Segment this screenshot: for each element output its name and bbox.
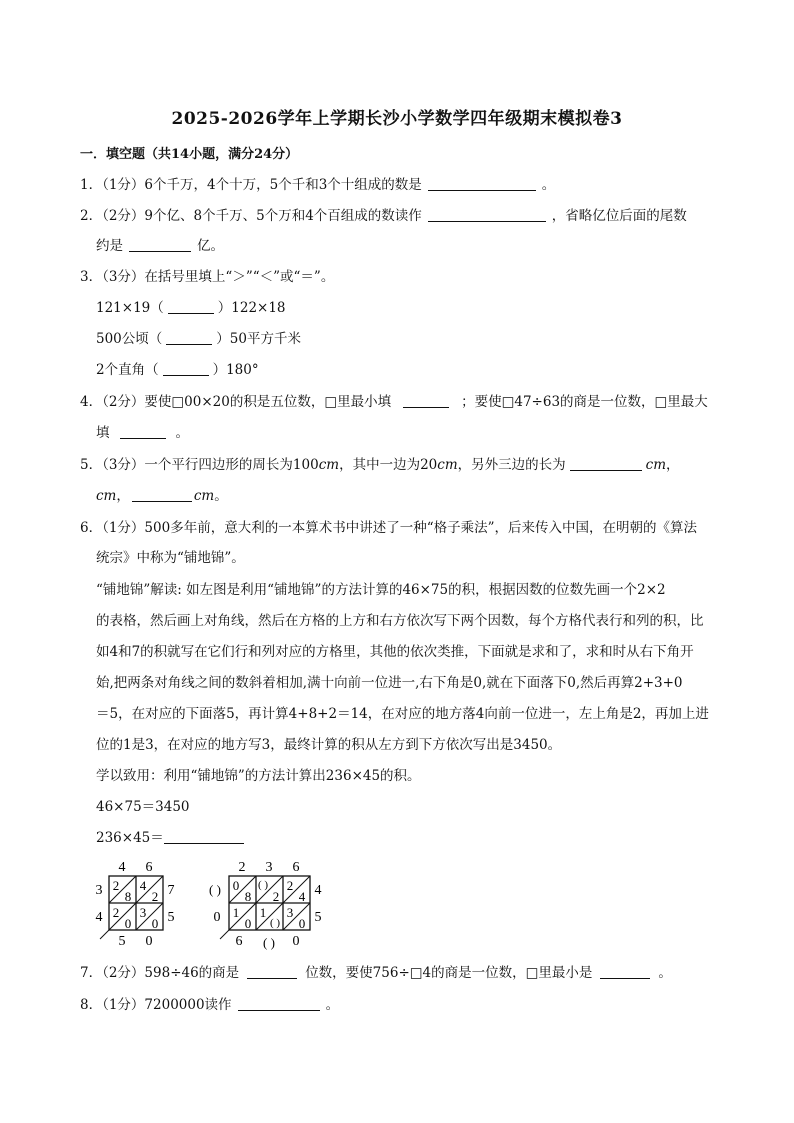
grid1-cell-digit: 0 [151, 916, 159, 931]
grid1-cell-digit: 4 [139, 878, 147, 893]
q5-unit-5: cm [193, 488, 215, 504]
question-4-cont [96, 423, 189, 443]
q5-unit-2: cm [437, 457, 458, 473]
grid2-diag-ext [220, 930, 229, 939]
q2-text-d: 亿。 [197, 238, 224, 254]
q3-row-1 [96, 298, 286, 318]
q3-blank-2[interactable] [166, 330, 212, 345]
grid2-cell-digit: 8 [244, 889, 252, 904]
q8-blank[interactable] [238, 996, 320, 1011]
question-5 [80, 455, 680, 475]
grid2-cell-digit: 3 [286, 905, 294, 920]
q1-answer-blank[interactable] [428, 176, 536, 191]
grid2-cell-digit: 2 [272, 889, 280, 904]
grid2-top-digit: 2 [238, 860, 246, 875]
grid2-cell-digit: 0 [298, 916, 306, 931]
grid2-top-digit: 6 [292, 860, 300, 875]
question-2 [80, 206, 687, 226]
grid2-right-digit: 4 [314, 883, 322, 898]
grid2-cell-blank[interactable]: ( ) [257, 879, 269, 891]
q5-end: 。 [214, 488, 228, 504]
q6-explain-3: 如4和7的积就写在它们行和列对应的方格里，其他的依次类推，下面就是求和了，求和时从右下角开 [96, 644, 694, 660]
q1-end: 。 [541, 177, 556, 193]
grid2-bottom-digit: 0 [292, 934, 300, 949]
q5-unit-3: cm [645, 457, 667, 473]
lattice-grid-1 [96, 860, 175, 949]
q3-r3-left: 2个直角（ [96, 362, 159, 378]
q3-stem: 3．（3分）在括号里填上“＞”“＜”或“＝”。 [80, 269, 335, 285]
q7-text-a: 7．（2分）598÷46的商是 [80, 965, 240, 981]
q3-r3-right: ）180° [212, 362, 259, 378]
grid1-bottom-digit: 0 [145, 934, 153, 949]
q3-r2-right: ）50平方千米 [216, 331, 301, 347]
q4-text-b: ；要使□47÷63的商是一位数，□里最大 [461, 394, 708, 410]
grid1-top-digit: 6 [145, 860, 153, 875]
q2-text-b: ，省略亿位后面的尾数 [551, 208, 687, 224]
q7-text-b: 位数，要使756÷□4的商是一位数，□里最小是 [305, 965, 593, 981]
grid1-cell-digit: 2 [112, 878, 120, 893]
grid2-bottom-blank[interactable]: ( ) [263, 935, 275, 950]
q6-explain-4: 始,把两条对角线之间的数斜着相加,满十向前一位进一,右下角是0,就在下面落下0,然后再算2+3+0 [96, 675, 683, 691]
q6-explain-1: “铺地锦”解读: 如左图是利用“铺地锦”的方法计算的46×75的积，根据因数的位数先画一个2×2 [96, 582, 666, 598]
grid2-left-blank[interactable]: ( ) [209, 882, 221, 897]
grid2-top-digit: 3 [265, 860, 273, 875]
q5-unit-1: cm [318, 457, 340, 473]
q5-unit-4: cm [96, 488, 117, 504]
section-heading: 一．填空题（共14小题，满分24分） [80, 147, 299, 162]
grid1-left-digit: 4 [95, 910, 103, 925]
q4-text-a: 4．（2分）要使□00×20的积是五位数，□里最小填 [80, 394, 392, 410]
grid1-cell-digit: 2 [151, 889, 159, 904]
q5-blank-2[interactable] [132, 487, 192, 502]
q6-explain-6: 位的1是3，在对应的地方写3，最终计算的积从左方到下方依次写出是3450。 [96, 737, 562, 753]
question-3 [80, 267, 334, 287]
q3-r1-right: ）122×18 [217, 300, 286, 316]
q7-end: 。 [658, 965, 672, 981]
grid2-cell-digit: 4 [298, 889, 306, 904]
q6-task-equation [96, 828, 244, 848]
lattice-figures [88, 858, 338, 950]
question-5-cont [96, 486, 228, 506]
grid1-cell-digit: 8 [124, 889, 132, 904]
grid1-bottom-digit: 5 [118, 934, 126, 949]
q5-text-a: 5．（3分）一个平行四边形的周长为100 [80, 457, 319, 473]
lattice-grid-2 [209, 860, 321, 950]
q4-text-c: 填 [96, 425, 110, 441]
q4-blank-2[interactable] [120, 424, 166, 439]
q7-blank-1[interactable] [247, 964, 297, 979]
q3-blank-1[interactable] [168, 299, 214, 314]
q2-text-a: 2．（2分）9个亿、8个千万、5个万和4个百组成的数读作 [80, 208, 422, 224]
q6-eq2-text: 236×45＝ [96, 830, 164, 846]
q5-text-b: ，其中一边为20 [339, 457, 438, 473]
grid1-right-digit: 5 [167, 910, 175, 925]
question-2-cont [96, 236, 224, 256]
question-1 [80, 175, 555, 195]
q6-explain-2: 的表格，然后画上对角线，然后在方格的上方和右方依次写下两个因数，每个方格代表行和列的积，比 [96, 613, 704, 629]
q3-r2-left: 500公顷（ [96, 331, 163, 347]
q2-answer-blank-1[interactable] [428, 207, 546, 222]
q8-text-a: 8．（1分）7200000读作 [80, 997, 232, 1013]
grid1-right-digit: 7 [167, 883, 175, 898]
question-6: 6．（1分）500多年前，意大利的一本算术书中讲述了一种“格子乘法”，后来传入中国，在明朝的《算法 [80, 520, 697, 536]
q6-task: 学以致用：利用“铺地锦”的方法计算出236×45的积。 [96, 768, 421, 784]
q3-row-2 [96, 329, 301, 349]
grid1-top-digit: 4 [118, 860, 126, 875]
grid1-cell-digit: 2 [112, 905, 120, 920]
question-8 [80, 995, 339, 1015]
page-title: 2025-2026学年上学期长沙小学数学四年级期末模拟卷3 [171, 109, 623, 129]
q4-text-d: 。 [175, 425, 189, 441]
grid2-cell-blank[interactable]: ( ) [269, 917, 281, 929]
q2-answer-blank-2[interactable] [129, 237, 191, 252]
grid2-cell-digit: 2 [286, 878, 294, 893]
q3-blank-3[interactable] [163, 361, 209, 376]
question-4 [80, 392, 708, 412]
q5-sep-2: ， [116, 488, 130, 504]
q5-blank-1[interactable] [570, 456, 642, 471]
grid1-diag-ext [100, 930, 109, 939]
q5-sep-1: ， [666, 457, 680, 473]
grid2-cell-digit: 1 [232, 905, 240, 920]
grid1-cell-digit: 0 [124, 916, 132, 931]
grid2-right-digit: 5 [314, 910, 322, 925]
grid2-left-digit: 0 [213, 910, 221, 925]
q7-blank-2[interactable] [600, 964, 650, 979]
grid2-cell-digit: 1 [259, 905, 267, 920]
q3-row-3 [96, 360, 259, 380]
q6-answer-blank[interactable] [164, 829, 244, 844]
grid2-cell-digit: 0 [232, 878, 240, 893]
q3-r1-left: 121×19（ [96, 300, 164, 316]
q5-text-c: ，另外三边的长为 [457, 457, 566, 473]
q8-end: 。 [325, 997, 340, 1013]
grid2-bottom-digit: 6 [235, 934, 243, 949]
grid1-cell-digit: 3 [139, 905, 147, 920]
q6-explain-5: ＝5，在对应的下面落5，再计算4+8+2＝14，在对应的地方落4向前一位进一，左上角是2，再加上进 [96, 706, 709, 722]
q6-example-equation: 46×75＝3450 [96, 799, 190, 815]
q2-text-c: 约是 [96, 238, 123, 254]
question-7 [80, 963, 672, 983]
grid1-left-digit: 3 [95, 883, 103, 898]
question-6-cont: 统宗》中称为“铺地锦”。 [96, 550, 245, 566]
grid2-cell-digit: 0 [244, 916, 252, 931]
q1-text: 1．（1分）6个千万，4个十万，5个千和3个十组成的数是 [80, 177, 422, 193]
q4-blank-1[interactable] [403, 393, 449, 408]
